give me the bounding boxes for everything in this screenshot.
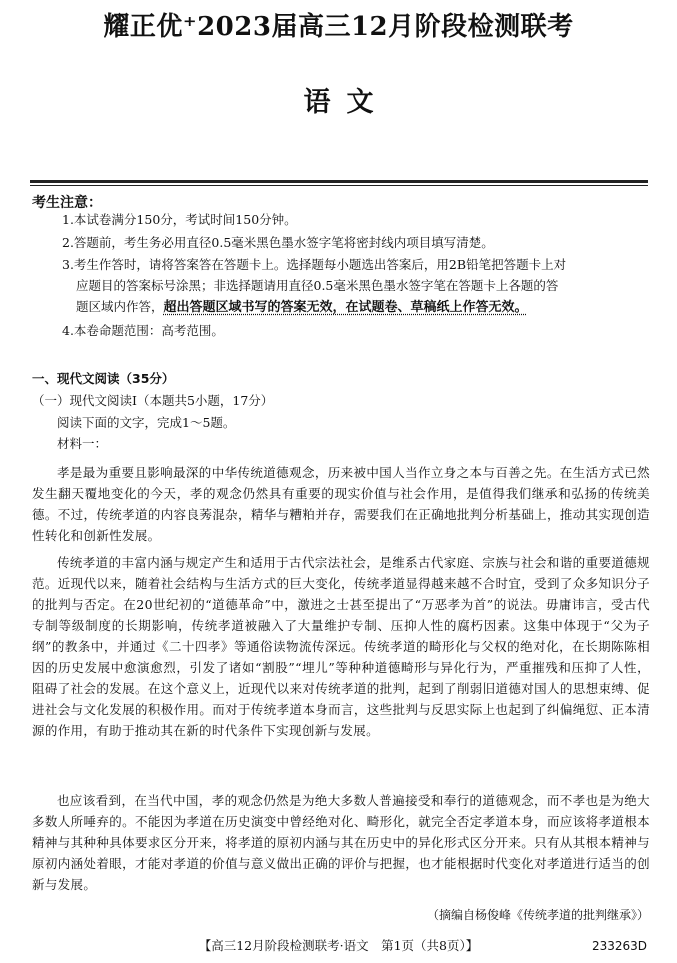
source-citation: （摘编自杨俊峰《传统孝道的批判继承》） bbox=[426, 908, 649, 922]
notice-heading: 考生注意： bbox=[32, 195, 102, 211]
notice-item-2: 2.答题前，考生务必用直径0.5毫米黑色墨水签字笔将密封线内项目填写清楚。 bbox=[62, 235, 494, 250]
reading-instruction: 阅读下面的文字，完成1～5题。 bbox=[57, 415, 236, 430]
header-divider-thick bbox=[30, 180, 648, 183]
notice-item-3-line-3 bbox=[76, 296, 666, 318]
section-heading: 一、现代文阅读（35分） bbox=[32, 371, 175, 386]
paragraph-1: 孝是最为重要且影响最深的中华传统道德观念，历来被中国人当作立身之本与百善之先。在生活方式已然发生翻天覆地变化的今天，孝的观念仍然具有重要的现实价值与社会作用，是值得我们继承和弘扬的传统美德。不过，传统孝道的内容良莠混杂，精华与糟粕并存，需要我们在正确地批判分析基础上，推动其实现创造性转化和创新性发展。 bbox=[32, 465, 650, 543]
notice-item-4: 4.本卷命题范围：高考范围。 bbox=[62, 323, 224, 338]
notice-item-3-plain: 题区域内作答， bbox=[76, 299, 164, 314]
paragraph-2: 传统孝道的丰富内涵与规定产生和适用于古代宗法社会，是维系古代家庭、宗族与社会和谐的重要道德规范。近现代以来，随着社会结构与生活方式的巨大变化，传统孝道显得越来越不合时宜，受到了众多知识分子的批判与否定。在20世纪初的“道德革命”中，激进之士甚至提出了“万恶孝为首”的说法。毋庸讳言，受古代专制等级制度的长期影响，传统孝道被融入了大量维护专制、压抑人性的腐朽因素。这集中体现于“父为子纲”的教条中，并通过《二十四孝》等通俗读物流传深远。传统孝道的畸形化与父权的绝对化，在长期陈陈相因的历史发展中愈演愈烈，引发了诸如“割股”“埋儿”等种种道德畸形与异化行为，严重摧残和压抑了人性，阻碍了社会的发展。在这个意义上，近现代以来对传统孝道的批判，起到了削弱旧道德对国人的思想束缚、促进社会与文化发展的积极作用。而对于传统孝道本身而言，这些批判与反思实际上也起到了纠偏绳愆、正本清源的作用，有助于推动其在新的时代条件下实现创新与发展。 bbox=[32, 555, 650, 738]
page-footer: 【高三12月阶段检测联考·语文 第1页（共8页）】 bbox=[198, 938, 479, 953]
exam-title: 耀正优⁺2023届高三12月阶段检测联考 bbox=[103, 12, 574, 42]
notice-item-1: 1.本试卷满分150分，考试时间150分钟。 bbox=[62, 212, 297, 227]
subsection-heading: （一）现代文阅读Ⅰ（本题共5小题，17分） bbox=[32, 393, 274, 408]
notice-item-3-emphasis: 超出答题区域书写的答案无效，在试题卷、草稿纸上作答无效。 bbox=[163, 300, 528, 315]
subject-title: 语文 bbox=[303, 87, 390, 118]
exam-code: 233263D bbox=[591, 939, 647, 953]
notice-item-3-line-1: 3.考生作答时，请将答案答在答题卡上。选择题每小题选出答案后，用2B铅笔把答题卡上对 bbox=[62, 257, 567, 272]
paragraph-3: 也应该看到，在当代中国，孝的观念仍然是为绝大多数人普遍接受和奉行的道德观念，而不孝也是为绝大多数人所唾弃的。不能因为孝道在历史演变中曾经绝对化、畸形化，就完全否定孝道本身，而应该将孝道根本精神与其种种具体要求区分开来，将孝道的原初内涵与其在历史中的异化形式区分开来。只有从其根本精神与原初内涵处着眼，才能对孝道的价值与意义做出正确的评价与把握，也才能根据时代变化对孝道进行适当的创新与发展。 bbox=[32, 793, 650, 892]
material-label: 材料一： bbox=[57, 436, 108, 451]
header-divider-thin bbox=[30, 185, 648, 186]
notice-item-3-line-2: 应题目的答案标号涂黑；非选择题请用直径0.5毫米黑色墨水签字笔在答题卡上各题的答 bbox=[76, 278, 559, 293]
